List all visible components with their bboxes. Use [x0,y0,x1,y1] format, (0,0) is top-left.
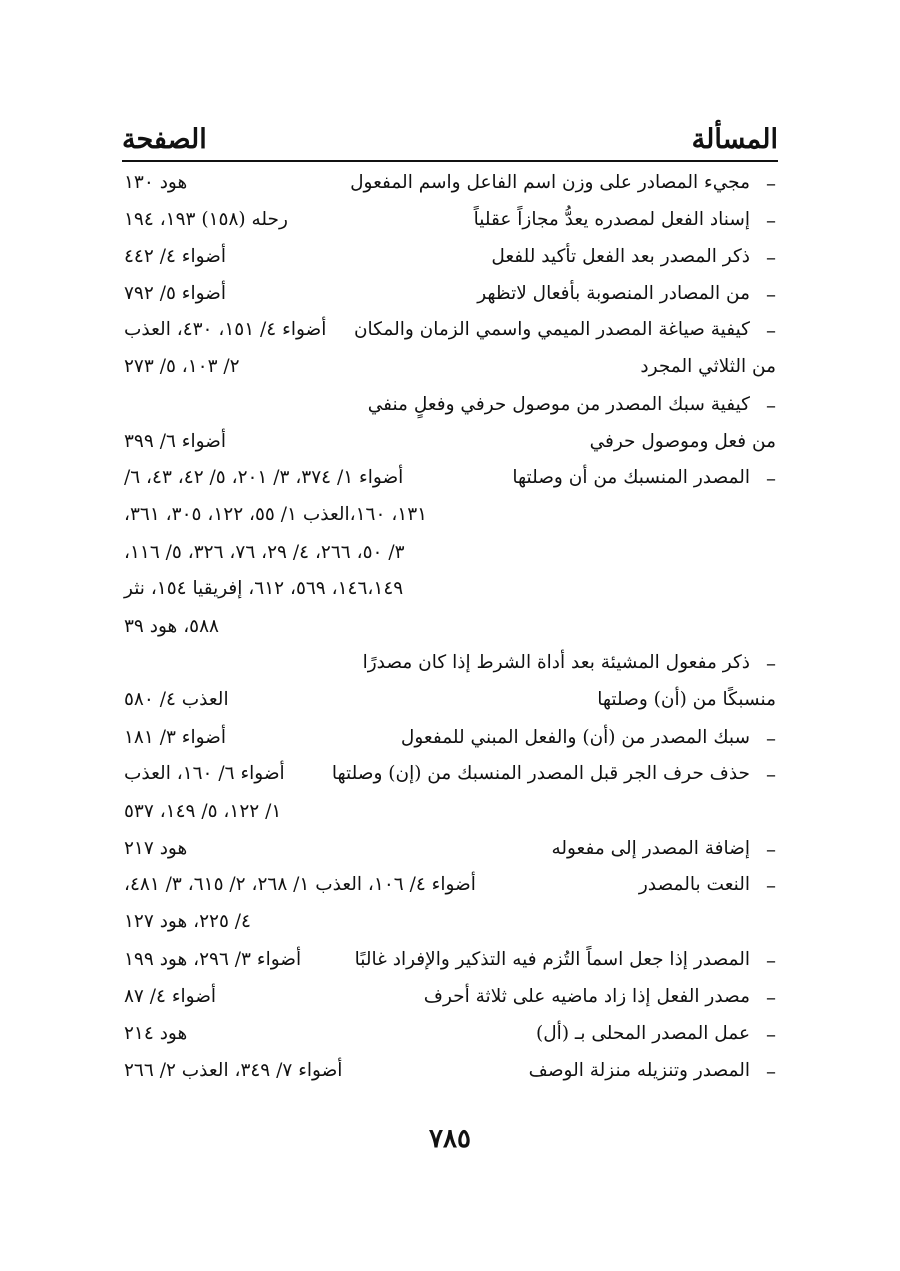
page-number: ٧٨٥ [429,1124,471,1154]
row-issue: المصدر وتنزيله منزلة الوصف [528,1060,750,1081]
row-ref: هود ٢١٤ [124,1023,188,1044]
row-dash: – [766,282,776,306]
row-issue: إضافة المصدر إلى مفعوله [551,838,750,859]
row-issue: سبك المصدر من (أن) والفعل المبني للمفعول [400,727,750,748]
header-page: الصفحة [122,124,207,155]
row-ref: أضواء ٣/ ١٨١ [124,727,227,748]
row-dash: – [766,393,776,417]
row-dash: – [766,1059,776,1083]
row-dash: – [766,466,776,490]
row-issue: منسبكًا من (أن) وصلتها [597,689,776,710]
row-ref: ١/ ١٢٢، ٥/ ١٤٩، ٥٣٧ [124,801,282,822]
row-ref: العذب ٤/ ٥٨٠ [124,689,229,710]
row-dash: – [766,245,776,269]
row-dash: – [766,762,776,786]
row-issue: مصدر الفعل إذا زاد ماضيه على ثلاثة أحرف [423,986,750,1007]
row-issue: حذف حرف الجر قبل المصدر المنسبك من (إن) وصلتها [331,763,750,784]
row-issue: عمل المصدر المحلى بـ (أل) [536,1023,750,1044]
row-issue: من فعل وموصول حرفي [589,431,776,452]
row-dash: – [766,948,776,972]
row-issue: المصدر المنسبك من أن وصلتها [512,467,750,488]
row-ref: ١٤٦،١٤٩، ٥٦٩، ٦١٢، إفريقيا ١٥٤، نثر [124,578,404,599]
row-dash: – [766,726,776,750]
row-issue: ذكر مفعول المشيئة بعد أداة الشرط إذا كان مصدرًا [362,652,750,673]
row-ref: أضواء ٣/ ٢٩٦، هود ١٩٩ [124,949,302,970]
header-rule [122,160,778,162]
row-issue: ذكر المصدر بعد الفعل تأكيد للفعل [491,246,750,267]
row-ref: ١٣١، ١٦٠،العذب ١/ ٥٥، ١٢٢، ٣٠٥، ٣٦١، [124,504,428,525]
row-ref: ٢/ ١٠٣، ٥/ ٢٧٣ [124,356,240,377]
row-dash: – [766,171,776,195]
row-ref: ٥٨٨، هود ٣٩ [124,616,219,637]
row-ref: أضواء ١/ ٣٧٤، ٣/ ٢٠١، ٥/ ٤٢، ٤٣، ٦/ [124,467,404,488]
row-issue: كيفية صياغة المصدر الميمي واسمي الزمان والمكان [353,319,750,340]
row-ref: أضواء ٤/ ٤٤٢ [124,246,227,267]
row-ref: هود ٢١٧ [124,838,188,859]
row-ref: أضواء ٦/ ٣٩٩ [124,431,227,452]
row-dash: – [766,837,776,861]
row-issue: كيفية سبك المصدر من موصول حرفي وفعلٍ منفي [367,394,750,415]
row-issue: من الثلاثي المجرد [640,356,776,377]
row-ref: ٤/ ٢٢٥، هود ١٢٧ [124,911,251,932]
row-ref: ٣/ ٥٠، ٢٦٦، ٤/ ٢٩، ٧٦، ٣٢٦، ٥/ ١١٦، [124,542,405,563]
row-issue: النعت بالمصدر [638,874,750,895]
row-dash: – [766,873,776,897]
row-ref: أضواء ٤/ ٨٧ [124,986,217,1007]
row-issue: مجيء المصادر على وزن اسم الفاعل واسم المفعول [350,172,750,193]
row-dash: – [766,208,776,232]
row-ref: أضواء ٧/ ٣٤٩، العذب ٢/ ٢٦٦ [124,1060,343,1081]
row-ref: رحله (١٥٨) ١٩٣، ١٩٤ [124,209,288,230]
row-ref: أضواء ٤/ ١٥١، ٤٣٠، العذب [124,319,327,340]
row-ref: هود ١٣٠ [124,172,188,193]
row-ref: أضواء ٥/ ٧٩٢ [124,283,227,304]
row-ref: أضواء ٦/ ١٦٠، العذب [124,763,285,784]
row-dash: – [766,651,776,675]
header-issue: المسألة [691,124,778,155]
row-issue: من المصادر المنصوبة بأفعال لاتظهر [477,283,750,304]
row-ref: أضواء ٤/ ١٠٦، العذب ١/ ٢٦٨، ٢/ ٦١٥، ٣/ ٤٨١، [124,874,476,895]
row-issue: المصدر إذا جعل اسماً التُزم فيه التذكير والإفراد غالبًا [354,949,750,970]
row-dash: – [766,985,776,1009]
row-issue: إسناد الفعل لمصدره يعدُّ مجازاً عقلياً [473,209,750,230]
row-dash: – [766,1022,776,1046]
row-dash: – [766,318,776,342]
